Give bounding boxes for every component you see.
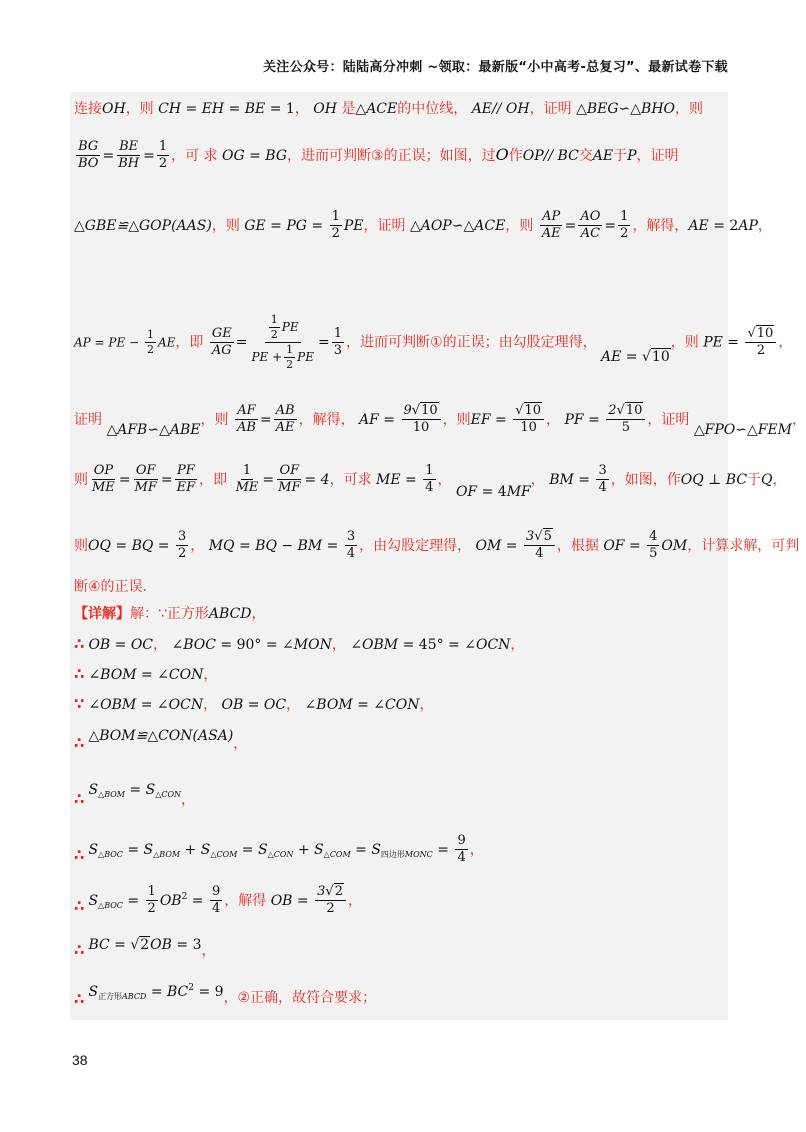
solution-line-18: ∴ $S_{正方形ABCD} = BC^2 = 9$，②正确，故符合要求； <box>74 983 377 1008</box>
solution-line-15: ∴ $S_{\triangle BOC} = S_{\triangle BOM} + S_{\triangle COM} = S_{\triangle CON} + S_{\triangle COM} = S_{四边形MONC}$ = $\frac{9}{4}$ ， <box>74 833 484 866</box>
solution-line-16: ∴ $S_{\triangle BOC}$ = $\frac{1}{2}$ $OB^2$ = $\frac{9}{4}$ ，解得 OB = $\frac{3√2}{2}$ ， <box>74 884 362 917</box>
solution-line-14: ∴ $S_{\triangle BOM} = S_{\triangle CON}$， <box>74 782 196 808</box>
solution-line-9: 【详解】解：∵正方形ABCD， <box>74 606 266 622</box>
solution-line-5: 证明 △AFB∽△ABE，则 $\frac{AF}{AB}$ = $\frac{AB}{AE}$ ，解得， AF = $\frac{9√10}{10}$ ，则EF = $\frac{√10}{10}$ ， PF = $\frac{2√10}{5}$ ，证明 △FPO∽△FEM， <box>74 403 806 438</box>
solution-line-17: ∴ BC = √2OB = 3， <box>74 937 216 959</box>
page-header: 关注公众号：陆陆高分冲刺 ~领取：最新版“小中高考-总复习”、最新试卷下载 <box>262 60 728 75</box>
solution-line-3: △GBE≌△GOP(AAS)，则 GE = PG = $\frac{1}{2}$ PE，证明 △AOP∽△ACE，则 $\frac{AP}{AE}$ = $\frac{AO}{AC}$ = $\frac{1}{2}$ ，解得，AE = 2AP， <box>74 209 772 242</box>
solution-line-10: ∴ OB = OC， ∠BOC = 90° = ∠MON， ∠OBM = 45° = ∠OCN， <box>74 635 525 653</box>
solution-line-7: 则OQ = BQ = $\frac{3}{2}$ ， MQ = BQ − BM = $\frac{3}{4}$ ，由勾股定理得， OM = $\frac{3√5}{4}$ ，根据 OF = $\frac{4}{5}$ OM，计算求解，可判 <box>74 529 800 562</box>
solution-line-11: ∴ ∠BOM = ∠CON， <box>74 665 218 683</box>
solution-line-4: AP = PE − $\frac{1}{2}$ AE，即 $\frac{GE}{AG}$ = $\frac{1}{2}$ PE PE + $\frac{1}{2}$ PE = $\frac{1}{3}$ ，进而可判断①的正误；由勾股定理得， AE = √10，则 PE = $\frac{√10}{2}$ ， <box>74 313 793 372</box>
solution-line-8: 断④的正误． <box>74 579 157 595</box>
solution-line-2: $\frac{BG}{BO}$ = $\frac{BE}{BH}$ = $\frac{1}{2}$ ，可 求 OG = BG，进而可判断③的正误；如图，过O作OP// BC交AE于P，证明 <box>78 139 679 172</box>
solution-line-12: ∵ ∠OBM = ∠OCN， OB = OC， ∠BOM = ∠CON， <box>74 695 434 713</box>
solution-content <box>70 92 806 1020</box>
solution-line-6: 则 $\frac{OP}{ME}$ = $\frac{OF}{MF}$ = $\frac{PF}{EF}$ ，即 $\frac{1}{ME}$ = $\frac{OF}{MF}$ = 4，可求 ME = $\frac{1}{4}$ ， OF = 4MF， BM = $\frac{3}{4}$ ，如图，作OQ ⊥ BC于Q， <box>74 463 787 500</box>
solution-line-1: 连接OH，则 CH = EH = BE = 1， OH 是△ACE的中位线， AE// OH，证明 △BEG∽△BHO，则 <box>74 101 704 117</box>
page-number: 38 <box>72 1052 88 1068</box>
solution-line-13: ∴ △BOM≌△CON(ASA)， <box>74 728 248 752</box>
